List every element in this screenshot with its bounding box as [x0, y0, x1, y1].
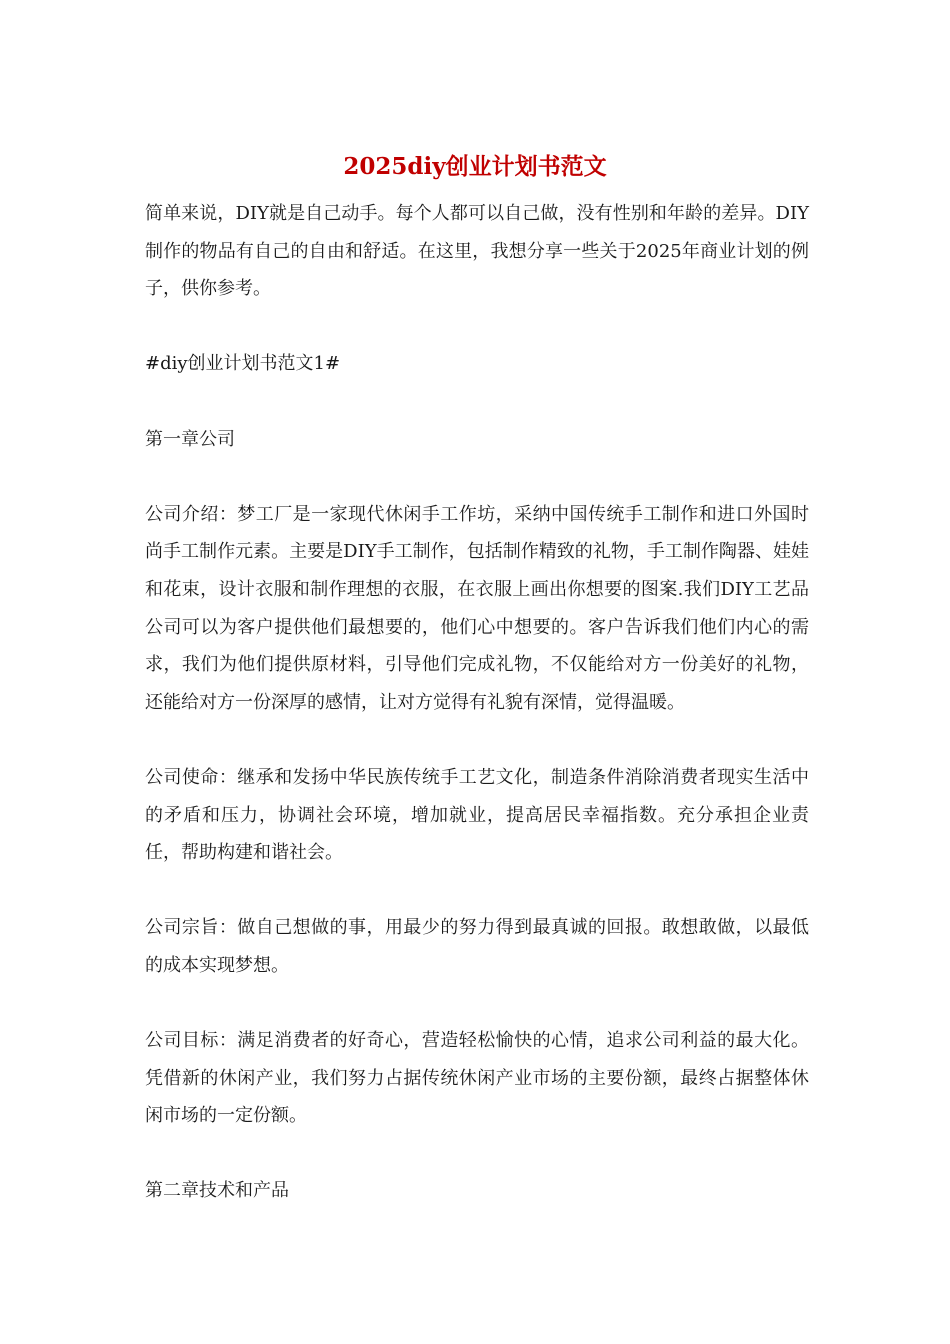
- company-purpose-paragraph: 公司宗旨：做自己想做的事，用最少的努力得到最真诚的回报。敢想敢做，以最低的成本实现梦想。: [145, 917, 809, 976]
- chapter-heading-2: 第二章技术和产品: [145, 1180, 289, 1202]
- chapter-heading-1: 第一章公司: [145, 428, 235, 450]
- intro-paragraph: 简单来说，DIY就是自己动手。每个人都可以自己做，没有性别和年龄的差异。DIY制作的物品有自己的自由和舒适。在这里，我想分享一些关于2025年商业计划的例子，供你参考。: [145, 203, 809, 300]
- company-goal-paragraph: 公司目标：满足消费者的好奇心，营造轻松愉快的心情，追求公司利益的最大化。凭借新的休闲产业，我们努力占据传统休闲产业市场的主要份额，最终占据整体休闲市场的一定份额。: [145, 1030, 809, 1127]
- company-intro-paragraph: 公司介绍：梦工厂是一家现代休闲手工作坊，采纳中国传统手工制作和进口外国时尚手工制作元素。主要是DIY手工制作，包括制作精致的礼物，手工制作陶器、娃娃和花束，设计衣服和制作理想的衣服，在衣服上画出你想要的图案.我们DIY工艺品公司可以为客户提供他们最想要的，他们心中想要的。客户告诉我们他们内心的需求，我们为他们提供原材料，引导他们完成礼物，不仅能给对方一份美好的礼物，还能给对方一份深厚的感情，让对方觉得有礼貌有深情，觉得温暖。: [145, 503, 809, 713]
- document-title: 2025diy创业计划书范文: [343, 153, 607, 180]
- document-body: [145, 195, 809, 1210]
- section-marker: #diy创业计划书范文1#: [145, 353, 341, 375]
- company-mission-paragraph: 公司使命：继承和发扬中华民族传统手工艺文化，制造条件消除消费者现实生活中的矛盾和压力，协调社会环境，增加就业，提高居民幸福指数。充分承担企业责任，帮助构建和谐社会。: [145, 766, 809, 864]
